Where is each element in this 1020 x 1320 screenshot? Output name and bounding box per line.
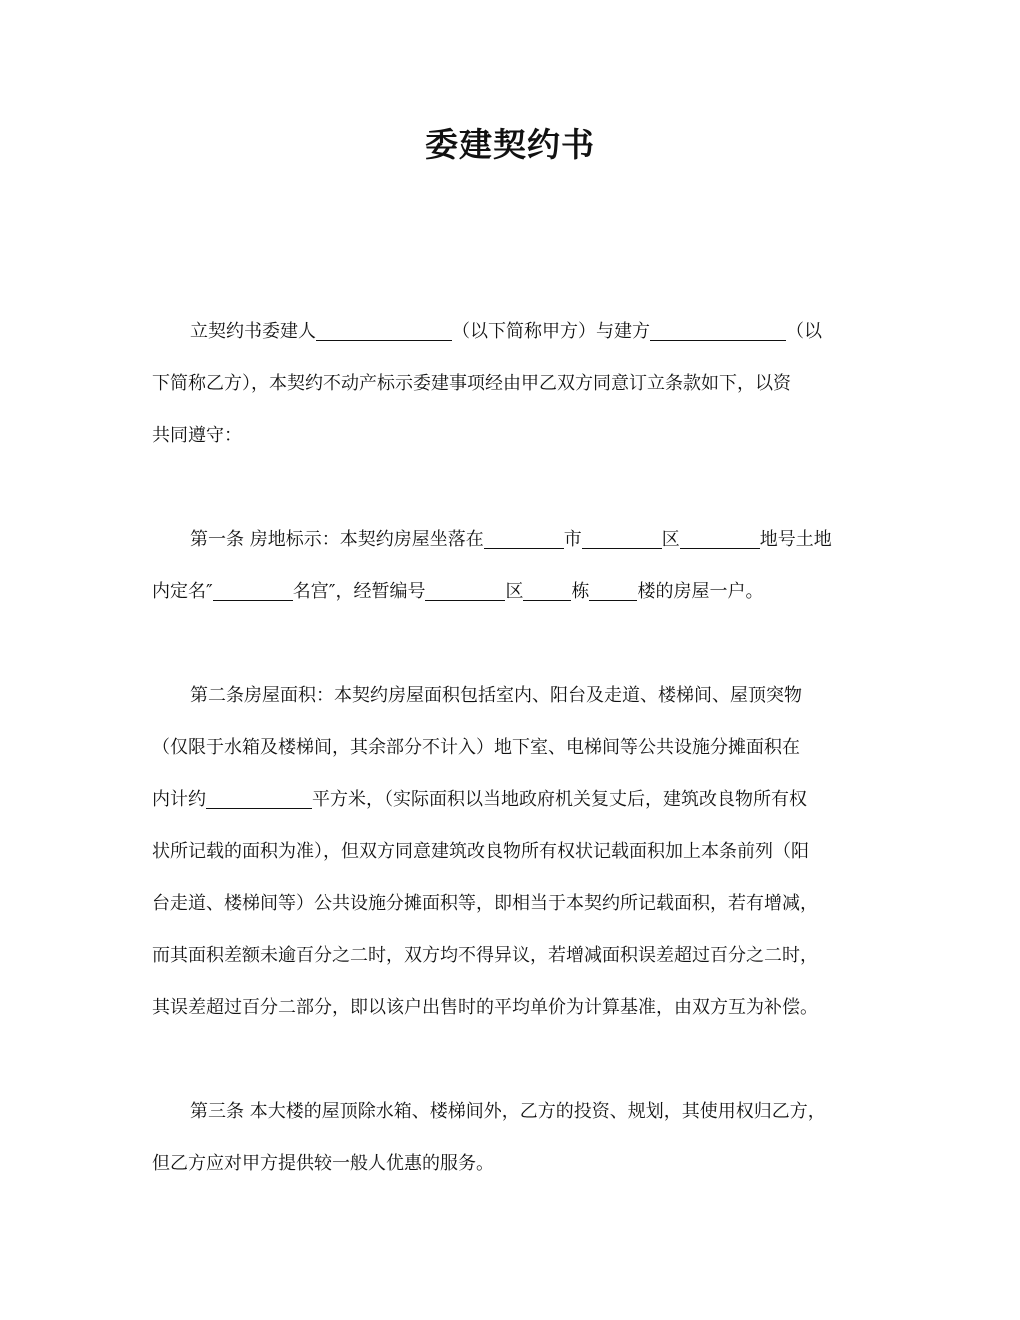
article-2-line-1: 第二条房屋面积：本契约房屋面积包括室内、阳台及走道、楼梯间、屋顶突物 — [190, 685, 802, 706]
building-name-blank — [213, 580, 293, 601]
temp-district-blank — [425, 580, 505, 601]
article-2-line-6: 而其面积差额未逾百分之二时，双方均不得异议，若增减面积误差超过百分之二时， — [152, 945, 818, 966]
article-3-line-2: 但乙方应对甲方提供较一般人优惠的服务。 — [152, 1153, 494, 1174]
area-blank — [206, 788, 312, 809]
article-1-paragraph — [152, 514, 882, 618]
document-title: 委建契约书 — [425, 125, 595, 164]
article-2-line-2: （仅限于水箱及楼梯间，其余部分不计入）地下室、电梯间等公共设施分摊面积在 — [152, 737, 800, 758]
preamble-paragraph — [152, 306, 882, 462]
article-2-line-4: 状所记载的面积为准），但双方同意建筑改良物所有权状记载面积加上本条前列（阳 — [152, 841, 809, 862]
floor-blank — [589, 580, 637, 601]
article-1-line-2: 内定名″ 名宫″，经暂编号 区 栋 楼的房屋一户。 — [152, 581, 764, 602]
article-3-line-1: 第三条 本大楼的屋顶除水箱、楼梯间外，乙方的投资、规划，其使用权归乙方， — [190, 1101, 826, 1122]
preamble-line-1: 立契约书委建人 （以下简称甲方）与建方 （以 — [190, 321, 822, 342]
district-blank — [582, 528, 662, 549]
article-2-line-7: 其误差超过百分二部分，即以该户出售时的平均单价为计算基准，由双方互为补偿。 — [152, 997, 818, 1018]
article-3-paragraph — [152, 1086, 882, 1190]
city-blank — [484, 528, 564, 549]
block-blank — [523, 580, 571, 601]
article-1-line-1: 第一条 房地标示：本契约房屋坐落在 市 区 地号土地 — [190, 529, 832, 550]
client-name-blank — [316, 320, 452, 341]
preamble-line-2: 下简称乙方），本契约不动产标示委建事项经由甲乙双方同意订立条款如下，以资 — [152, 373, 791, 394]
article-2-line-5: 台走道、楼梯间等）公共设施分摊面积等，即相当于本契约所记载面积，若有增减， — [152, 893, 818, 914]
article-2-line-3: 内计约 平方米，（实际面积以当地政府机关复丈后，建筑改良物所有权 — [152, 789, 807, 810]
article-2-paragraph — [152, 670, 882, 1034]
builder-name-blank — [650, 320, 786, 341]
lot-number-blank — [680, 528, 760, 549]
preamble-line-3: 共同遵守： — [152, 425, 242, 446]
